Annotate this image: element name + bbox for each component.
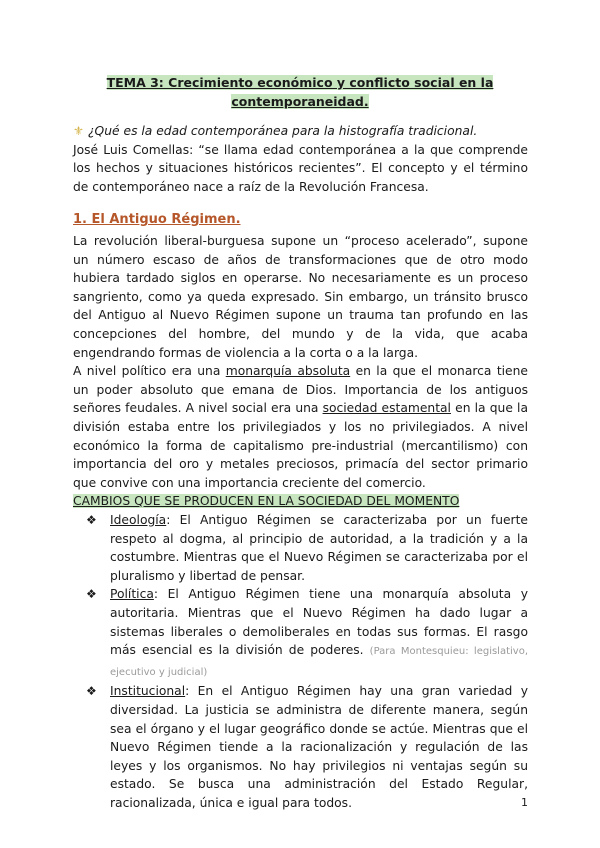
title-line-1: TEMA 3: Crecimiento económico y conflicto social en la (106, 75, 494, 90)
item-text: : En el Antiguo Régimen hay una gran variedad y diversidad. La justicia se administra de diferente manera, según sea el órgano y el lugar geográfico donde se actúe. Mientras que el Nuevo Régimen tiende a la racionalización y regulación de las leyes y los organismos. No hay privilegios ni ventajas según su estado. Se busca una administración del Estado Regular, racionalizada, única e igual para todos. (110, 684, 528, 810)
p2-text-a: A nivel político era una (73, 364, 226, 379)
page-number: 1 (521, 796, 528, 809)
document-title (90, 73, 510, 111)
item-text: : El Antiguo Régimen tiene una monarquía absoluta y autoritaria. Mientras que el Nuevo Régimen ha dado lugar a sistemas liberales o demoliberales en todas sus formas. El rasgo más esencial es la división de poderes. (110, 587, 528, 658)
p2-text-b: en la que el monarca tiene un poder absoluto que emana de Dios. Importancia de los antiguos señores feudales. A nivel social era una (73, 364, 528, 416)
list-item-ideologia (82, 511, 528, 585)
section-1-body (73, 232, 528, 492)
cambios-heading-block (73, 490, 528, 509)
p2-sociedad: sociedad estamental (322, 401, 451, 416)
item-term: Ideología (110, 513, 167, 527)
diamond-bullet-icon: ❖ (86, 587, 97, 602)
section-1-paragraph-1: La revolución liberal-burguesa supone un “proceso acelerado”, supone un número escaso de años de transformaciones que de otro modo hubiera tardado siglos en operarse. No necesariamente es un proceso sangriento, como ya queda expresado. Sin embargo, un tránsito brusco del Antiguo al Nuevo Régimen supone un trauma tan profundo en las concepciones del hombre, del mundo y de la vida, que acaba engendrando formas de violencia a la corta o a la larga. (73, 234, 528, 360)
cambios-list (82, 511, 528, 813)
intro-text: José Luis Comellas: “se llama edad contemporánea a la que comprende los hechos y situaciones históricos recientes”. El concepto y el término de contemporáneo nace a raíz de la Revolución Francesa. (73, 142, 528, 194)
cambios-heading: CAMBIOS QUE SE PRODUCEN EN LA SOCIEDAD DEL MOMENTO (73, 494, 460, 508)
p2-monarquia: monarquía absoluta (225, 364, 351, 379)
intro-question: ¿Qué es la edad contemporánea para la histografía tradicional. (88, 124, 478, 138)
list-item-institucional (82, 682, 528, 812)
intro-block (73, 122, 528, 196)
item-term: Política (110, 587, 154, 602)
item-term: Institucional (110, 684, 186, 699)
section-1-heading: 1. El Antiguo Régimen. (73, 212, 241, 227)
item-note: (Para Montesquieu: legislativo, ejecutivo y judicial) (110, 646, 528, 678)
p2-text-c: en la que la división estaba entre los privilegiados y los no privilegiados. A nivel económico la forma de capitalismo pre-industrial (mercantilismo) con importancia del oro y metales preciosos, primacía del sector primario que convive con una importancia creciente del comercio. (73, 401, 528, 490)
diamond-bullet-icon: ❖ (86, 684, 97, 699)
diamond-bullet-icon: ❖ (86, 513, 97, 527)
section-1-heading-block (73, 208, 528, 227)
title-line-2: contemporaneidad. (231, 94, 369, 109)
fleur-de-lis-icon: ⚜ (73, 124, 85, 138)
list-item-politica (82, 585, 528, 682)
section-1-paragraph-2 (73, 362, 528, 492)
item-text: : El Antiguo Régimen se caracterizaba por un fuerte respeto al dogma, al principio de autoridad, a la tradición y a la costumbre. Mientras que el Nuevo Régimen se caracterizaba por el pluralismo y libertad de pensar. (110, 513, 528, 583)
